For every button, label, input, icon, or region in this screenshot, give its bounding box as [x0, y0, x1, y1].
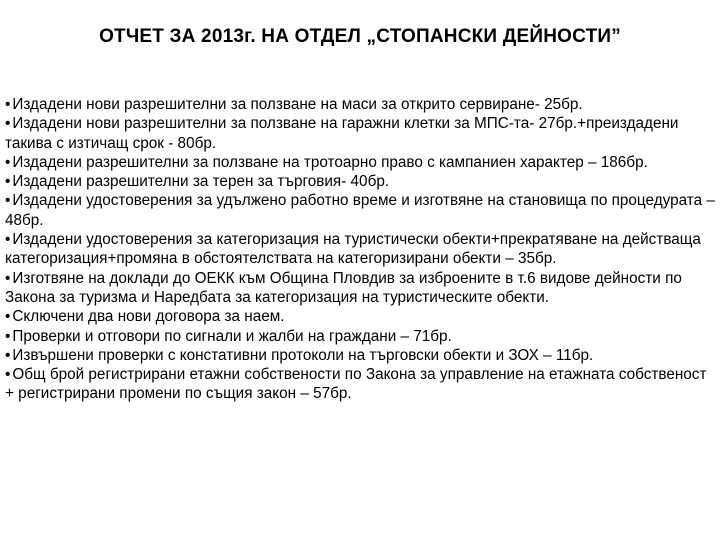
list-item	[5, 114, 717, 153]
bullet-icon: •	[5, 192, 11, 210]
bullet-icon: •	[5, 346, 11, 364]
list-item	[5, 365, 717, 404]
list-item-text: Издадени нови разрешителни за ползване на маси за открито сервиране- 25бр.	[12, 96, 583, 113]
list-item	[5, 346, 717, 365]
list-item-text: Издадени удостоверения за категоризация на туристически обекти+прекратяване на действаща категоризация+промяна в обстоятелствата на категоризирани обекти – 35бр.	[5, 231, 701, 268]
report-list	[5, 95, 717, 404]
list-item-text: Общ брой регистрирани етажни собствености по Закона за управление на етажната собственост + регистрирани промени по същия закон – 57бр.	[5, 366, 707, 403]
bullet-icon: •	[5, 96, 11, 113]
list-item-text: Сключени два нови договора за наем.	[12, 308, 285, 326]
list-item	[5, 327, 717, 346]
list-item-text: Издадени разрешителни за терен за търговия- 40бр.	[12, 173, 390, 191]
bullet-icon: •	[5, 173, 11, 191]
bullet-icon: •	[5, 115, 11, 133]
list-item	[5, 269, 717, 308]
list-item-text: Изготвяне на доклади до ОЕКК към Община Пловдив за изброените в т.6 видове дейности по Закона за туризма и Наредбата за категоризация на туристическите обекти.	[5, 269, 682, 306]
list-item	[5, 230, 717, 269]
list-item	[5, 95, 717, 114]
list-item-text: Проверки и отговори по сигнали и жалби на граждани – 71бр.	[12, 327, 452, 345]
bullet-icon: •	[5, 231, 11, 249]
list-item	[5, 191, 717, 230]
list-item-text: Издадени удостоверения за удължено работно време и изготвяне на становища по процедурата – 48бр.	[5, 192, 715, 229]
list-item-text: Издадени разрешителни за ползване на тротоарно право с кампаниен характер – 186бр.	[12, 153, 648, 171]
list-item	[5, 172, 717, 191]
list-item	[5, 153, 717, 172]
bullet-icon: •	[5, 366, 11, 384]
page-title: ОТЧЕТ ЗА 2013г. НА ОТДЕЛ „СТОПАНСКИ ДЕЙНОСТИ”	[99, 26, 621, 47]
bullet-icon: •	[5, 327, 11, 345]
list-item	[5, 307, 717, 326]
list-item-text: Извършени проверки с констативни протоколи на търговски обекти и ЗОХ – 11бр.	[12, 346, 594, 364]
bullet-icon: •	[5, 269, 11, 287]
bullet-icon: •	[5, 308, 11, 326]
list-item-text: Издадени нови разрешителни за ползване на гаражни клетки за МПС-та- 27бр.+преиздадени такива с изтичащ срок - 80бр.	[5, 115, 679, 152]
bullet-icon: •	[5, 153, 11, 171]
